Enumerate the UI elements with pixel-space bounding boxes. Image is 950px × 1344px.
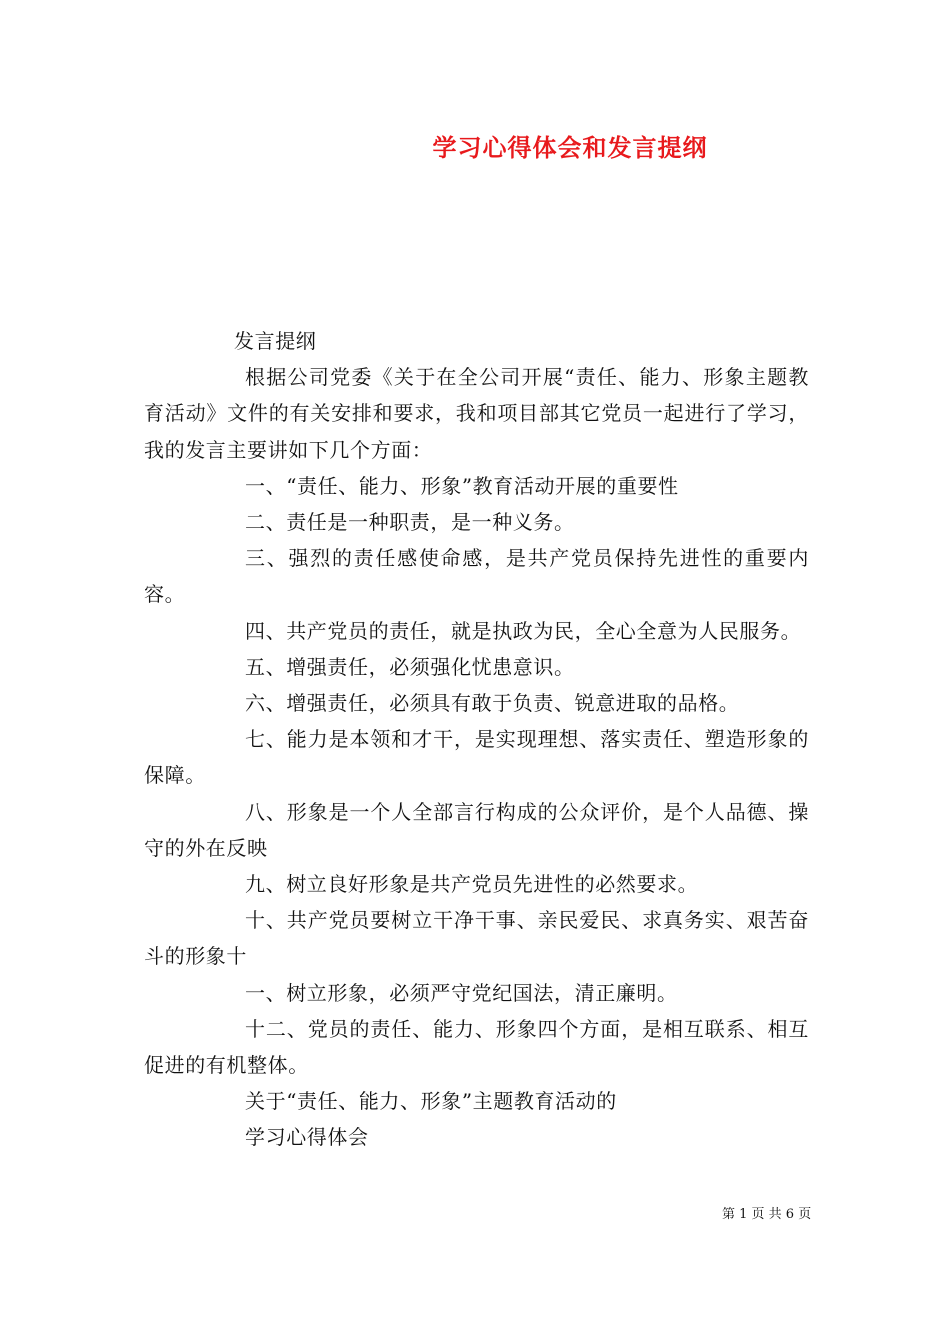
paragraph-item-11: 一、树立形象，必须严守党纪国法，清正廉明。 [245, 980, 678, 1005]
paragraph-item-5: 五、增强责任，必须强化忧患意识。 [245, 654, 575, 679]
paragraph-subtitle-line-1: 关于“责任、能力、形象”主题教育活动的 [245, 1089, 617, 1114]
paragraph-item-12: 十二、党员的责任、能力、形象四个方面，是相互联系、相互促进的有机整体。 [144, 1016, 809, 1078]
paragraph-item-9: 九、树立良好形象是共产党员先进性的必然要求。 [245, 872, 699, 897]
paragraph-subtitle-line-2: 学习心得体会 [245, 1125, 369, 1150]
paragraph-item-7: 七、能力是本领和才干，是实现理想、落实责任、塑造形象的保障。 [144, 727, 809, 788]
document-body [144, 323, 809, 1156]
paragraph-item-6: 六、增强责任，必须具有敢于负责、锐意进取的品格。 [245, 691, 740, 716]
paragraph-item-10: 十、共产党员要树立干净干事、亲民爱民、求真务实、艰苦奋斗的形象十 [144, 908, 809, 969]
paragraph-outline-heading: 发言提纲 [234, 329, 317, 353]
paragraph-item-3: 三、强烈的责任感使命感，是共产党员保持先进性的重要内容。 [144, 546, 809, 607]
paragraph-intro: 根据公司党委《关于在全公司开展“责任、能力、形象主题教育活动》文件的有关安排和要求，我和项目部其它党员一起进行了学习，我的发言主要讲如下几个方面： [144, 365, 809, 462]
paragraph-item-8: 八、形象是一个人全部言行构成的公众评价，是个人品德、操守的外在反映 [144, 799, 809, 860]
document-title: 学习心得体会和发言提纲 [432, 133, 708, 162]
paragraph-item-2: 二、责任是一种职责，是一种义务。 [245, 510, 575, 535]
paragraph-item-1: 一、“责任、能力、形象”教育活动开展的重要性 [245, 473, 679, 498]
paragraph-item-4: 四、共产党员的责任，就是执政为民，全心全意为人民服务。 [245, 618, 802, 643]
page-number: 第 1 页 共 6 页 [722, 1207, 812, 1222]
